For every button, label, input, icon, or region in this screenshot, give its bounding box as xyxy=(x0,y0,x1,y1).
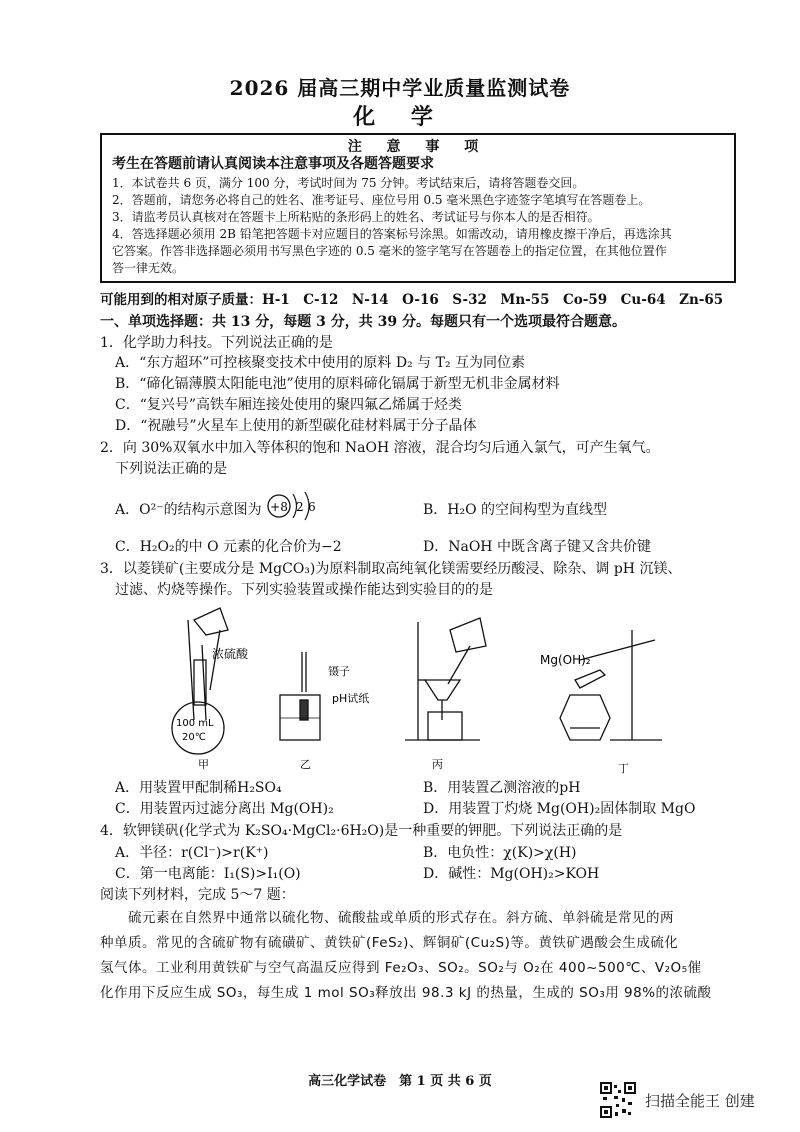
q3-option-a: A．用装置甲配制稀H₂SO₄ xyxy=(115,780,282,796)
notice-item: 它答案。作答非选择题必须用书写黑色字迹的 0.5 毫米的签字笔写在答题卷上的指定位置，在其他位置作 xyxy=(112,244,667,258)
label-ph-paper: pH试纸 xyxy=(332,692,370,705)
label-yi: 乙 xyxy=(300,758,311,771)
q2-option-b: B．H₂O 的空间构型为直线型 xyxy=(423,502,608,518)
notice-item: 3．请监考员认真核对在答题卡上所粘贴的条形码上的姓名、考试证号与你本人的是否相符。 xyxy=(112,210,600,224)
q4-stem: 4．软钾镁矾(化学式为 K₂SO₄·MgCl₂·6H₂O)是一种重要的钾肥。下列说法正确的是 xyxy=(100,823,623,839)
q2-option-a: A．O²⁻的结构示意图为 xyxy=(115,502,262,518)
qr-code-icon xyxy=(600,1082,636,1118)
q2-option-d: D．NaOH 中既含离子键又含共价键 xyxy=(423,539,651,555)
q4-option-c: C．第一电离能：I₁(S)>I₁(O) xyxy=(115,866,301,882)
exam-title: 2026 届高三期中学业质量监测试卷 xyxy=(229,76,571,100)
q4-option-a: A．半径：r(Cl⁻)>r(K⁺) xyxy=(115,845,269,861)
apparatus-figure xyxy=(150,600,690,775)
label-ding: 丁 xyxy=(618,762,629,775)
q1-option-c: C．“复兴号”高铁车厢连接处使用的聚四氟乙烯属于烃类 xyxy=(115,397,463,413)
notice-item: 4．答选择题必须用 2B 铅笔把答题卡对应题目的答案标号涂黑。如需改动，请用橡皮擦干净后，再选涂其 xyxy=(112,227,672,241)
o2-ion-structure-diagram xyxy=(262,486,322,526)
label-bing: 丙 xyxy=(432,758,443,771)
section-heading: 一、单项选择题：共 13 分，每题 3 分，共 39 分。每题只有一个选项最符合题意。 xyxy=(100,314,626,330)
q3-option-d: D．用装置丁灼烧 Mg(OH)₂固体制取 MgO xyxy=(423,801,696,817)
q1-stem: 1．化学助力科技。下列说法正确的是 xyxy=(100,335,333,351)
q3-stem-2: 过滤、灼烧等操作。下列实验装置或操作能达到实验目的的是 xyxy=(115,582,493,598)
label-mgoh2: Mg(OH)₂ xyxy=(540,653,591,667)
q3-stem: 3．以菱镁矿(主要成分是 MgCO₃)为原料制取高纯氧化镁需要经历酸浸、除杂、调 pH 沉镁、 xyxy=(100,561,682,577)
label-flask-temp: 20℃ xyxy=(182,732,206,743)
reading-line: 氢气体。工业利用黄铁矿与空气高温反应得到 Fe₂O₃、SO₂。SO₂与 O₂在 400~500℃、V₂O₅催 xyxy=(100,960,702,976)
nucleus-charge: +8 xyxy=(270,500,288,514)
reading-line: 化作用下反应生成 SO₃，每生成 1 mol SO₃释放出 98.3 kJ 的热量，生成的 SO₃用 98%的浓硫酸 xyxy=(100,985,712,1001)
label-acid: 浓硫酸 xyxy=(212,647,249,661)
notice-subheading: 考生在答题前请认真阅读本注意事项及各题答题要求 xyxy=(112,156,434,172)
q1-option-d: D．“祝融号”火星车上使用的新型碳化硅材料属于分子晶体 xyxy=(115,418,477,434)
atomic-masses: 可能用到的相对原子质量：H-1 C-12 N-14 O-16 S-32 Mn-55 Co-59 Cu-64 Zn-65 xyxy=(100,292,724,308)
scanner-watermark: 扫描全能王 创建 xyxy=(645,1092,755,1110)
reading-line: 种单质。常见的含硫矿物有硫磺矿、黄铁矿(FeS₂)、辉铜矿(Cu₂S)等。黄铁矿遇酸会生成硫化 xyxy=(100,935,679,951)
q4-option-d: D．碱性：Mg(OH)₂>KOH xyxy=(423,866,600,882)
apparatus-bing xyxy=(405,618,486,740)
q3-option-b: B．用装置乙测溶液的pH xyxy=(423,780,581,796)
notice-heading: 注 意 事 项 xyxy=(347,139,489,155)
apparatus-ding xyxy=(560,630,662,740)
q2-stem-2: 下列说法正确的是 xyxy=(115,461,227,477)
q2-option-c: C．H₂O₂的中 O 元素的化合价为−2 xyxy=(115,539,342,555)
reading-line: 硫元素在自然界中通常以硫化物、硫酸盐或单质的形式存在。斜方硫、单斜硫是常见的两 xyxy=(128,910,674,926)
q2-stem: 2．向 30%双氧水中加入等体积的饱和 NaOH 溶液，混合均匀后通入氯气，可产生氧气。 xyxy=(100,440,660,456)
q1-option-b: B．“碲化镉薄膜太阳能电池”使用的原料碲化镉属于新型无机非金属材料 xyxy=(115,376,560,392)
label-flask-volume: 100 mL xyxy=(176,718,214,729)
subject-title: 化 学 xyxy=(353,104,447,130)
reading-intro: 阅读下列材料，完成 5～7 题： xyxy=(100,887,295,903)
notice-item: 答一律无效。 xyxy=(112,261,185,275)
notice-item: 2．答题前，请您务必将自己的姓名、准考证号、座位号用 0.5 毫米黑色字迹签字笔填写在答题卷上。 xyxy=(112,193,651,207)
q3-option-c: C．用装置丙过滤分离出 Mg(OH)₂ xyxy=(115,801,334,817)
shell-1-electrons: 2 xyxy=(296,500,304,514)
page-footer: 高三化学试卷 第 1 页 共 6 页 xyxy=(308,1074,492,1089)
shell-2-electrons: 6 xyxy=(308,500,316,514)
apparatus-yi xyxy=(280,652,320,740)
notice-box xyxy=(100,133,736,283)
q1-option-a: A．“东方超环”可控核聚变技术中使用的原料 D₂ 与 T₂ 互为同位素 xyxy=(115,355,526,371)
q4-option-b: B．电负性：χ(K)>χ(H) xyxy=(423,845,577,861)
label-jia: 甲 xyxy=(198,758,209,771)
notice-item: 1．本试卷共 6 页，满分 100 分，考试时间为 75 分钟。考试结束后，请将答题卷交回。 xyxy=(112,176,585,190)
label-tweezers: 镊子 xyxy=(328,665,350,678)
